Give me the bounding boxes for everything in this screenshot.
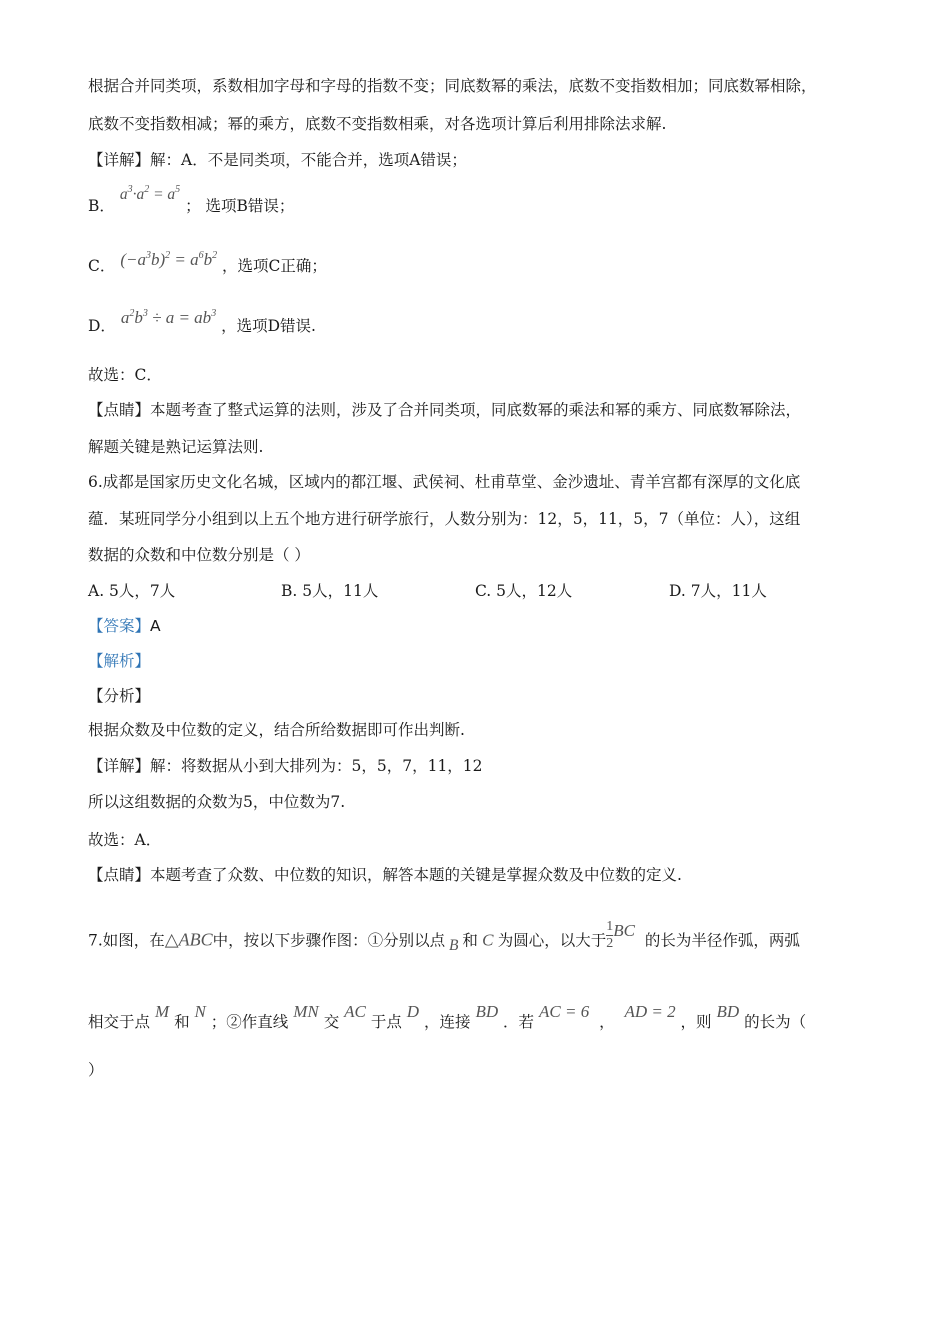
- math-expression: $a^3\cdot a^2 = a^5$: [119, 184, 181, 203]
- answer-line: [88, 616, 161, 636]
- q7-text: 的长为（: [744, 1013, 807, 1031]
- q7-text: 7.如图，在: [88, 931, 165, 950]
- text-line: 故选：A．: [88, 831, 162, 849]
- option-b-line: [88, 184, 295, 219]
- option-text: ，选项C正确；: [222, 257, 327, 275]
- fraction-half: $\frac{1}{2}$: [606, 919, 614, 951]
- q7-text: 于点: [370, 1013, 402, 1031]
- option-label: D．: [88, 317, 116, 335]
- q7-text: 交: [323, 1013, 340, 1031]
- q7-text: ；②作直线: [210, 1013, 289, 1031]
- text-line: 【详解】解：A．不是同类项，不能合并，选项A错误；: [88, 151, 467, 169]
- analysis-heading: 【分析】: [88, 687, 151, 705]
- choice-b: B. 5人，11人: [281, 582, 379, 600]
- option-c-line: [88, 250, 327, 279]
- q7-text: ，则: [680, 1013, 712, 1031]
- analysis-tag: 【解析】: [88, 652, 151, 670]
- math-d: D: [406, 1002, 420, 1021]
- option-text: ，选项D错误.: [221, 317, 316, 335]
- text-line: 【详解】解：将数据从小到大排列为：5，5，7，11，12: [88, 757, 483, 775]
- q7-text: 和: [462, 931, 478, 950]
- math-expression: $(-a^3b)^2 = a^6b^2$: [120, 250, 218, 269]
- question-6-line: 蕴．某班同学分小组到以上五个地方进行研学旅行，人数分别为：12，5，11，5，7（单位：人），这组: [88, 510, 801, 528]
- math-bd: BD: [475, 1002, 499, 1021]
- choice-a: A. 5人，7人: [88, 582, 176, 600]
- q7-text: 的长为半径作弧，两弧: [644, 931, 800, 950]
- math-ac: AC: [344, 1002, 366, 1021]
- question-7-close: ）: [88, 1061, 104, 1079]
- text-line: 根据众数及中位数的定义，结合所给数据即可作出判断.: [88, 721, 465, 739]
- math-bd2: BD: [716, 1002, 740, 1021]
- math-c: C: [477, 930, 498, 950]
- math-ac-eq: AC = 6: [539, 1002, 590, 1021]
- answer-value: A: [150, 617, 161, 635]
- question-6-line: 数据的众数和中位数分别是（ ）: [88, 546, 310, 564]
- text-line: 【点睛】本题考查了整式运算的法则，涉及了合并同类项，同底数幂的乘法和幂的乘方、同底数幂除法，: [88, 401, 802, 419]
- math-b: B: [445, 936, 463, 954]
- math-mn: MN: [293, 1002, 319, 1021]
- choice-c: C. 5人，12人: [475, 582, 573, 600]
- text-line: 底数不变指数相减；幂的乘方，底数不变指数相乘，对各选项计算后利用排除法求解.: [88, 115, 667, 133]
- option-label: C．: [88, 257, 116, 275]
- q7-text: ．若: [503, 1013, 535, 1031]
- math-bc: BC: [613, 920, 635, 940]
- question-6-line: 6.成都是国家历史文化名城，区域内的都江堰、武侯祠、杜甫草堂、金沙遗址、青羊宫都有深厚的文化底: [88, 473, 801, 491]
- text-line: 【点睛】本题考查了众数、中位数的知识，解答本题的关键是掌握众数及中位数的定义.: [88, 866, 682, 884]
- question-7-line: [88, 1002, 807, 1032]
- option-text: ； 选项B错误；: [185, 197, 295, 215]
- choice-d: D. 7人，11人: [669, 582, 767, 600]
- math-ad-eq: AD = 2: [624, 1002, 676, 1021]
- math-expression: $a^2b^3 \div a = ab^3$: [120, 308, 217, 327]
- text-line: 解题关键是熟记运算法则.: [88, 438, 264, 456]
- question-7-line: [88, 919, 800, 958]
- text-line: 根据合并同类项，系数相加字母和字母的指数不变；同底数幂的乘法，底数不变指数相加；同底数幂相除，: [88, 77, 817, 95]
- q7-text: ，: [599, 1013, 615, 1031]
- q7-text: 和: [174, 1013, 190, 1031]
- math-m: M: [154, 1002, 170, 1021]
- answer-tag: 【答案】: [88, 617, 151, 635]
- q7-text: 为圆心，以大于: [497, 931, 607, 950]
- option-d-line: [88, 308, 316, 339]
- math-n: N: [194, 1002, 206, 1021]
- text-line: 所以这组数据的众数为5，中位数为7.: [88, 793, 346, 811]
- triangle-abc: △ABC: [164, 929, 213, 950]
- q7-text: 相交于点: [88, 1013, 151, 1031]
- option-label: B．: [88, 197, 115, 215]
- q7-text: 中，按以下步骤作图：①分别以点: [212, 931, 446, 950]
- q7-text: ，连接: [423, 1013, 471, 1031]
- text-line: 故选：C．: [88, 366, 162, 384]
